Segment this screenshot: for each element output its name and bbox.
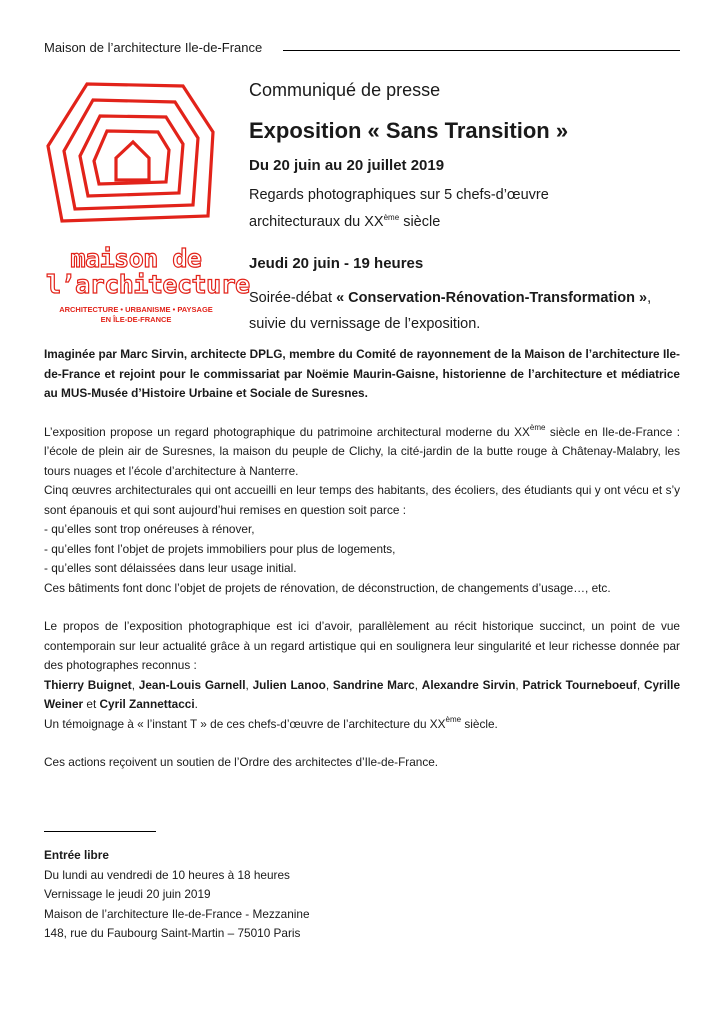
- logo-wordmark-line2: l’architecture: [46, 270, 250, 299]
- photographer-name: Jean-Louis Garnell: [138, 677, 246, 692]
- intro-paragraph: Imaginée par Marc Sirvin, architecte DPLG, membre du Comité de rayonnement de la Maison de l’architecture Ile-de-France et rejoint pour le commissariat par Noëmie Maurin-Gaisne, historienne de l’architecture et médiatrice au MUS-Musée d’Histoire Urbaine et Sociale de Suresnes.: [44, 347, 680, 400]
- event-prefix: Soirée-débat: [249, 290, 337, 306]
- bullet-item: - qu’elles font l’objet de projets immobiliers pour plus de logements,: [44, 541, 396, 556]
- subtitle-line1: Regards photographiques sur 5 chefs-d’œuvre: [249, 187, 549, 203]
- exhibition-subtitle: [249, 182, 669, 236]
- event-description: [249, 285, 679, 337]
- paragraph: Ces bâtiments font donc l’objet de projets de rénovation, de déconstruction, de changements d’usage…, etc.: [44, 580, 611, 595]
- header-divider: [283, 50, 680, 51]
- photographer-name: Sandrine Marc: [332, 677, 415, 692]
- subtitle-line2: [249, 209, 669, 236]
- address: 148, rue du Faubourg Saint-Martin – 75010 Paris: [44, 926, 301, 940]
- paragraph-text: Un témoignage à « l’instant T » de ces chefs-d’œuvre de l’architecture du XX: [44, 716, 446, 731]
- photographer-name: Cyril Zannettacci: [99, 697, 195, 711]
- paragraph: [44, 423, 680, 482]
- entry-label: Entrée libre: [44, 848, 109, 862]
- superscript: ème: [445, 714, 462, 724]
- opening-hours: Du lundi au vendredi de 10 heures à 18 heures: [44, 867, 290, 882]
- press-release-body: [44, 345, 680, 773]
- photographer-name: Cyrille Weiner: [44, 677, 681, 711]
- bullet-item: - qu’elles sont trop onéreuses à rénover,: [44, 522, 255, 536]
- photographers-list: Thierry Buignet, Jean-Louis Garnell, Julien Lanoo, Sandrine Marc, Alexandre Sirvin, Patrick Tourneboeuf, Cyrille Weiner et Cyril Zannettacci.: [44, 677, 681, 711]
- paragraph: Ces actions reçoivent un soutien de l’Ordre des architectes d’Ile-de-France.: [44, 755, 439, 769]
- subtitle-text-end: siècle: [399, 214, 441, 230]
- subtitle-text: architecturaux du XX: [249, 214, 384, 230]
- paragraph: Cinq œuvres architecturales qui ont accueilli en leur temps des habitants, des écoliers, des étudiants qui y ont vécu et s’y sont épanouis et qui sont aujourd’hui remises en question soit parce :: [44, 483, 680, 517]
- venue: Maison de l’architecture Ile-de-France - Mezzanine: [44, 906, 310, 921]
- photographer-name: Julien Lanoo: [252, 677, 326, 692]
- paragraph: Le propos de l’exposition photographique est ici d’avoir, parallèlement au récit historique succinct, un point de vue contemporain sur leur actualité grâce à un regard artistique qui en soulignera leur singularité et leur richesse donnée par des photographes reconnus :: [44, 619, 680, 672]
- house-logo-icon: [40, 76, 220, 236]
- paragraph-text: L’exposition propose un regard photographique du patrimoine architectural moderne du XX: [44, 424, 530, 439]
- logo-wordmark: [46, 244, 250, 299]
- superscript: ème: [383, 213, 400, 222]
- vernissage-date: Vernissage le jeudi 20 juin 2019: [44, 887, 211, 901]
- footer-divider: [44, 831, 156, 832]
- bullet-item: - qu’elles sont délaissées dans leur usage initial.: [44, 561, 297, 575]
- paragraph-text: siècle en Ile-de-France : l’école de plein air de Suresnes, la maison du peuple de Clichy, la cité-jardin de la butte rouge à Châtenay-Malabry, les tours nuages et l’école d’architecture à Nanterre.: [44, 424, 680, 478]
- photographer-name: Thierry Buignet: [44, 677, 132, 692]
- event-debate-title: « Conservation-Rénovation-Transformation »: [336, 290, 648, 306]
- paragraph-text: siècle.: [461, 716, 498, 731]
- logo-wordmark-line1: maison de: [70, 244, 202, 273]
- organization-header: Maison de l’architecture Ile-de-France: [44, 40, 263, 55]
- logo-tagline-line1: ARCHITECTURE • URBANISME • PAYSAGE: [59, 305, 213, 314]
- press-release-label: Communiqué de presse: [249, 80, 441, 100]
- photographer-name: Patrick Tourneboeuf: [522, 677, 637, 692]
- event-suffix: , suivie du vernissage de l’exposition.: [249, 290, 652, 332]
- exhibition-dates: Du 20 juin au 20 juillet 2019: [249, 157, 445, 174]
- paragraph: [44, 715, 680, 735]
- logo-tagline-line2: EN ÎLE-DE-FRANCE: [100, 315, 172, 324]
- exhibition-title: Exposition « Sans Transition »: [249, 118, 569, 143]
- superscript: ème: [529, 422, 546, 432]
- event-date: Jeudi 20 juin - 19 heures: [249, 255, 424, 272]
- logo-tagline: [42, 305, 230, 325]
- photographer-name: Alexandre Sirvin: [421, 677, 516, 692]
- practical-info: [44, 846, 310, 944]
